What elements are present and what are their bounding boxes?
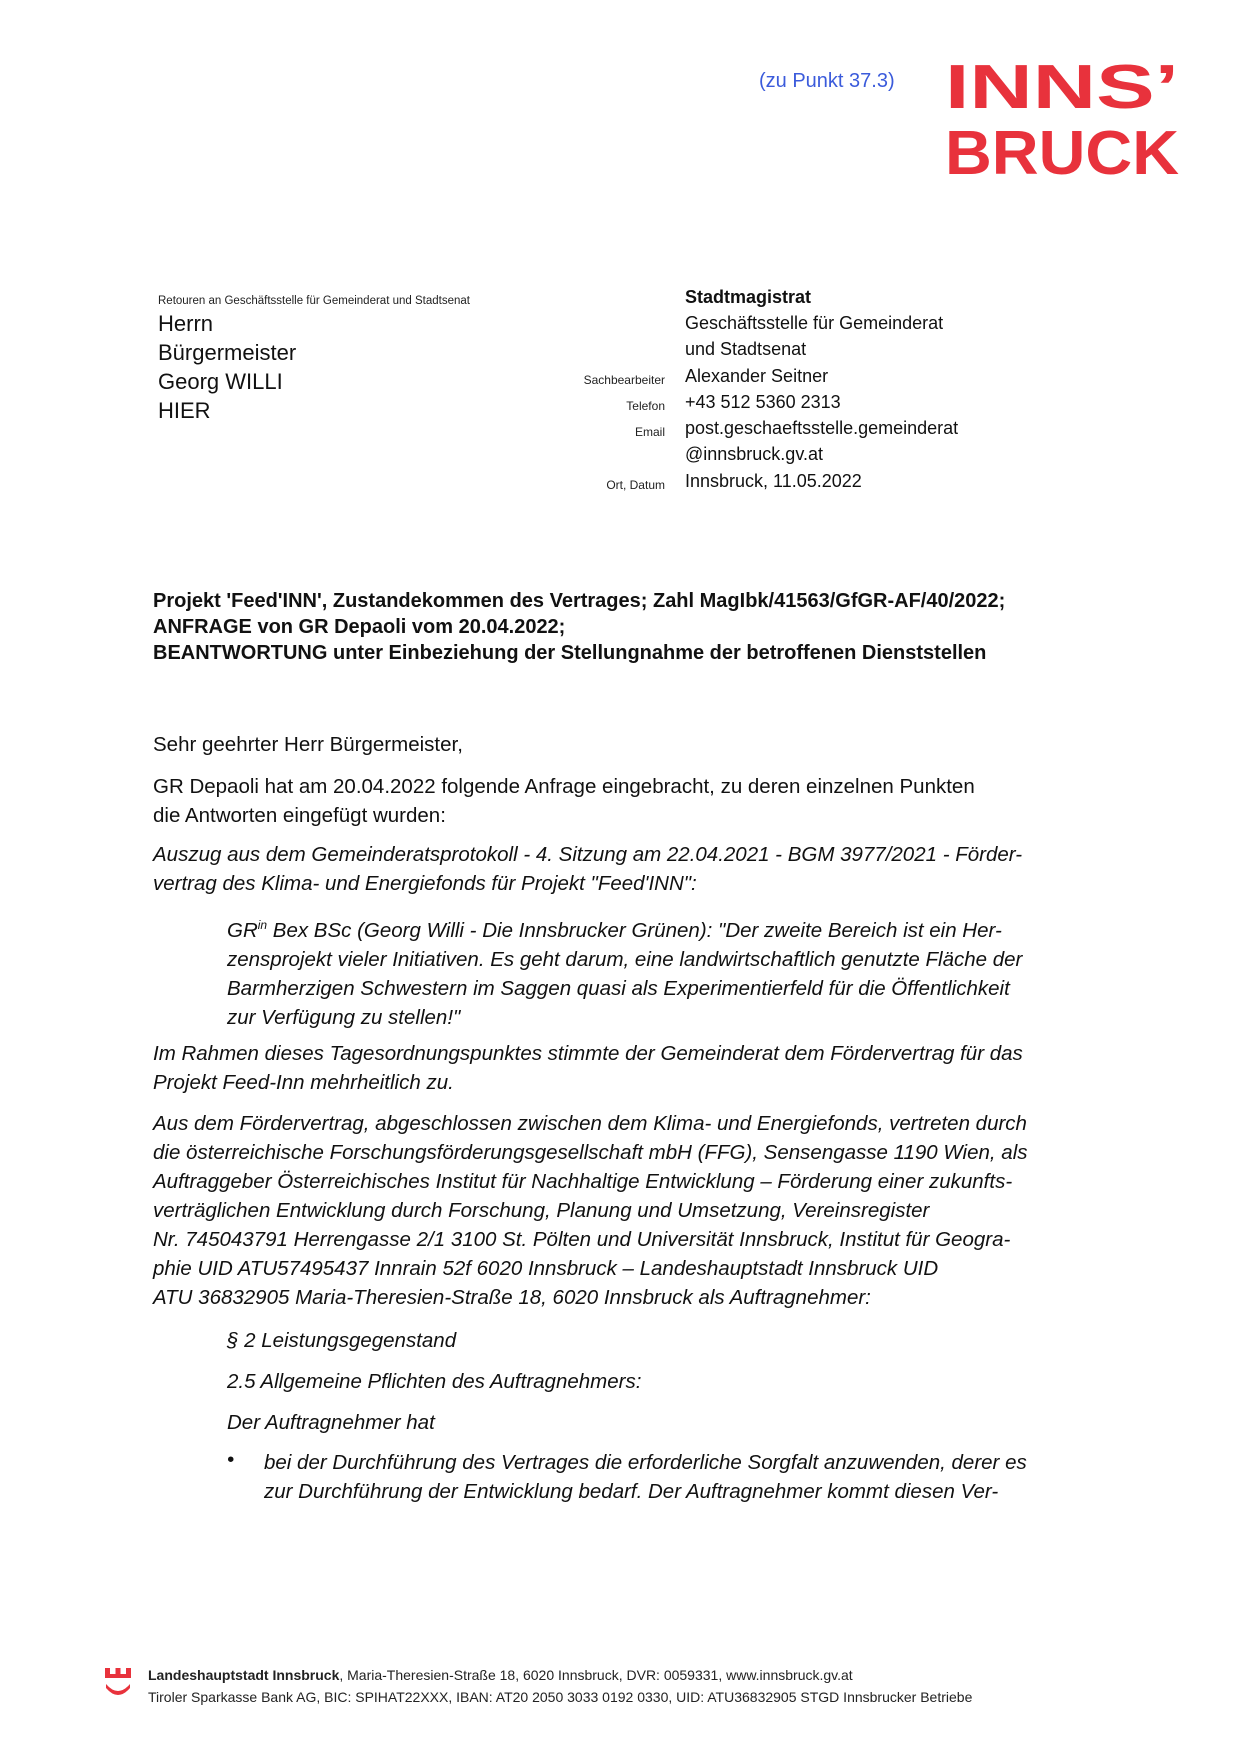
intro-line: die Antworten eingefügt wurden: <box>153 804 446 827</box>
footer-city-name: Landeshauptstadt Innsbruck <box>148 1667 340 1683</box>
label-place-date: Ort, Datum <box>606 478 665 492</box>
reference-note: (zu Punkt 37.3) <box>759 70 895 92</box>
bullet-item <box>264 1448 1134 1506</box>
city-emblem-icon <box>103 1666 133 1700</box>
quote-speaker: GR <box>227 918 258 942</box>
council-quote <box>227 911 1127 1032</box>
sender-place-date: Innsbruck, 11.05.2022 <box>685 471 862 491</box>
subject-line: ANFRAGE von GR Depaoli vom 20.04.2022; <box>153 616 566 638</box>
contract-line: phie UID ATU57495437 Innrain 52f 6020 Innsbruck – Landeshauptstadt Innsbruck UID <box>153 1257 939 1280</box>
recipient-address <box>158 309 296 425</box>
sender-clerk: Alexander Seitner <box>685 366 829 386</box>
decision-line: Im Rahmen dieses Tagesordnungspunktes stimmte der Gemeinderat dem Fördervertrag für das <box>153 1042 1023 1065</box>
footer-city-address: , Maria-Theresien-Straße 18, 6020 Innsbruck, DVR: 0059331, www.innsbruck.gv.at <box>339 1667 853 1683</box>
footer-line1 <box>148 1667 853 1683</box>
intro-line: GR Depaoli hat am 20.04.2022 folgende Anfrage eingebracht, zu deren einzelnen Punkten <box>153 775 975 798</box>
contract-line: die österreichische Forschungsförderungsgesellschaft mbH (FFG), Sensengasse 1190 Wien, als <box>153 1141 1028 1164</box>
subject-line: Projekt 'Feed'INN', Zustandekommen des Vertrages; Zahl MagIbk/41563/GfGR-AF/40/2022; <box>153 590 1006 612</box>
quote-speaker-sup: in <box>257 918 268 932</box>
contract-line: verträglichen Entwicklung durch Forschung, Planung und Umsetzung, Vereinsregister <box>153 1199 930 1222</box>
sender-office: Stadtmagistrat <box>685 287 812 307</box>
obligation-intro: Der Auftragnehmer hat <box>227 1411 435 1434</box>
label-email: Email <box>634 425 665 439</box>
innsbruck-logo <box>945 52 1185 178</box>
quote-line: zensprojekt vieler Initiativen. Es geht darum, eine landwirtschaftlich genutzte Fläche der <box>227 947 1023 971</box>
bullet-line: bei der Durchführung des Vertrages die erforderliche Sorgfalt anzuwenden, derer es <box>264 1451 1027 1474</box>
label-clerk: Sachbearbeiter <box>583 373 665 387</box>
sender-email-line2: @innsbruck.gv.at <box>685 444 823 464</box>
footer-line2: Tiroler Sparkasse Bank AG, BIC: SPIHAT22XXX, IBAN: AT20 2050 3033 0192 0330, UID: ATU36832905 STGD Innsbrucker Betriebe <box>148 1689 973 1705</box>
contract-line: Auftraggeber Österreichisches Institut für Nachhaltige Entwicklung – Förderung einer zukunfts- <box>153 1170 1013 1193</box>
subject-line: BEANTWORTUNG unter Einbeziehung der Stellungnahme der betroffenen Dienststellen <box>153 642 987 664</box>
contract-paragraph <box>153 1109 1133 1312</box>
label-phone: Telefon <box>626 399 665 413</box>
subject <box>153 588 1143 666</box>
recipient-line: HIER <box>158 398 211 423</box>
decision-paragraph <box>153 1039 1133 1097</box>
excerpt-heading <box>153 840 1133 898</box>
quote-line <box>227 911 1127 945</box>
excerpt-line: vertrag des Klima- und Energiefonds für Projekt "Feed'INN": <box>153 872 697 895</box>
recipient-line: Georg WILLI <box>158 369 283 394</box>
sender-phone: +43 512 5360 2313 <box>685 392 841 412</box>
recipient-line: Herrn <box>158 311 214 336</box>
excerpt-line: Auszug aus dem Gemeinderatsprotokoll - 4. Sitzung am 22.04.2021 - BGM 3977/2021 - Förder- <box>153 843 1023 866</box>
recipient-line: Bürgermeister <box>158 340 297 365</box>
contract-line: Aus dem Fördervertrag, abgeschlossen zwischen dem Klima- und Energiefonds, vertreten durch <box>153 1112 1027 1135</box>
quote-line: Barmherzigen Schwestern im Saggen quasi als Experimentierfeld für die Öffentlichkeit <box>227 976 1010 1000</box>
subsection-heading: 2.5 Allgemeine Pflichten des Auftragnehmers: <box>227 1370 642 1393</box>
quote-line: zur Verfügung zu stellen!" <box>227 1005 461 1029</box>
bullet-marker: • <box>227 1448 235 1471</box>
quote-text: Bex BSc (Georg Willi - Die Innsbrucker Grünen): "Der zweite Bereich ist ein Her- <box>267 918 1002 942</box>
sender-department-line1: Geschäftsstelle für Gemeinderat <box>685 313 944 333</box>
bullet-line: zur Durchführung der Entwicklung bedarf. Der Auftragnehmer kommt diesen Ver- <box>264 1480 999 1503</box>
salutation: Sehr geehrter Herr Bürgermeister, <box>153 733 463 756</box>
logo-line1: INNS’ <box>945 53 1179 122</box>
sender-department-line2: und Stadtsenat <box>685 339 807 359</box>
decision-line: Projekt Feed-Inn mehrheitlich zu. <box>153 1071 454 1094</box>
sender-email-line1: post.geschaeftsstelle.gemeinderat <box>685 418 959 438</box>
contract-line: Nr. 745043791 Herrengasse 2/1 3100 St. Pölten und Universität Innsbruck, Institut für Geogra- <box>153 1228 1011 1251</box>
contract-line: ATU 36832905 Maria-Theresien-Straße 18, 6020 Innsbruck als Auftragnehmer: <box>153 1286 871 1309</box>
intro-paragraph <box>153 772 1133 830</box>
logo-line2: BRUCK <box>945 119 1180 178</box>
return-address-line: Retouren an Geschäftsstelle für Gemeinderat und Stadtsenat <box>158 295 470 307</box>
section-heading: § 2 Leistungsgegenstand <box>227 1329 457 1352</box>
